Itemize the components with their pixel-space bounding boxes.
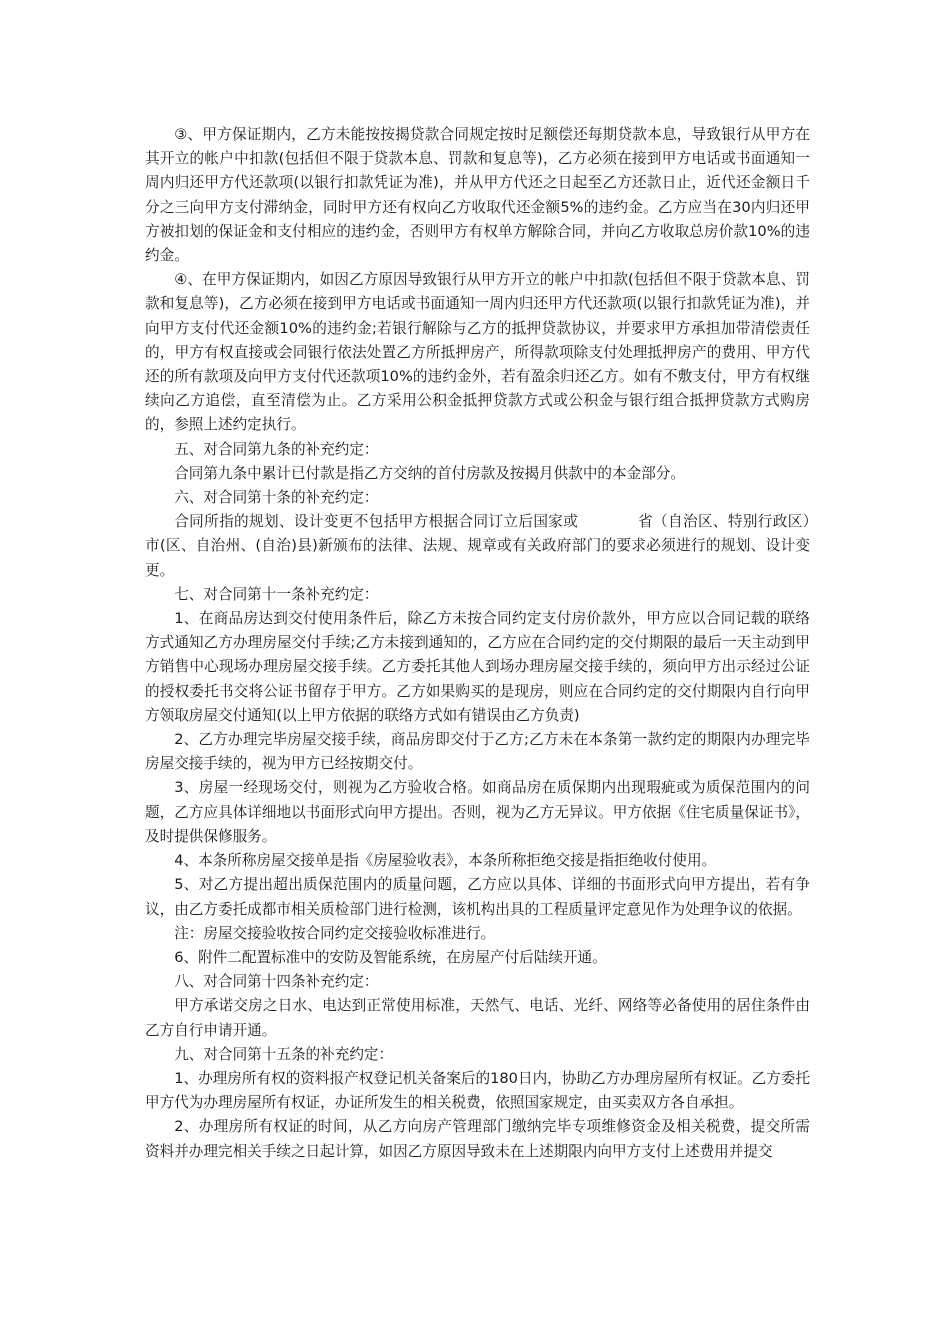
- paragraph-7-note: 注：房屋交接验收按合同约定交接验收标准进行。: [174, 924, 496, 942]
- paragraph-7-4: 4、本条所称房屋交接单是指《房屋验收表》，本条所称拒绝交接是指拒绝收付使用。: [174, 852, 717, 870]
- paragraph-7-1: 1、在商品房达到交付使用条件后，除乙方未按合同约定支付房价款外，甲方应以合同记载的联络方式通知乙方办理房屋交付手续;乙方未接到通知的，乙方应在合同约定的交付期限的最后一天主动到甲方销售中心现场办理房屋交接手续。乙方委托其他人到场办理房屋交接手续的，须向甲方出示经过公证的授权委托书交将公证书留存于甲方。乙方如果购买的是现房，则应在合同约定的交付期限内自行向甲方领取房屋交付通知(以上甲方依据的联络方式如有错误由乙方负责): [145, 610, 810, 724]
- paragraph-7-2: 2、乙方办理完毕房屋交接手续，商品房即交付于乙方;乙方未在本条第一款约定的期限内办理完毕房屋交接手续的，视为甲方已经按期交付。: [145, 731, 810, 773]
- paragraph-section-8: 甲方承诺交房之日水、电达到正常使用标准，天然气、电话、光纤、网络等必备使用的居住条件由乙方自行申请开通。: [145, 997, 810, 1039]
- document-page: [145, 123, 854, 1164]
- paragraph-7-3: 3、房屋一经现场交付，则视为乙方验收合格。如商品房在质保期内出现瑕疵或为质保范围内的问题，乙方应具体详细地以书面形式向甲方提出。否则，视为乙方无异议。甲方依据《住宅质量保证书》，及时提供保修服务。: [145, 779, 810, 845]
- section-heading-6: 六、对合同第十条的补充约定：: [174, 489, 379, 507]
- paragraph-7-6: 6、附件二配置标准中的安防及智能系统，在房屋产付后陆续开通。: [174, 948, 607, 966]
- paragraph-section-6: 合同所指的规划、设计变更不包括甲方根据合同订立后国家或 省（自治区、特别行政区） 市(区、自治州、(自治)县)新颁布的法律、法规、规章或有关政府部门的要求必须进行的规划、设计变更。: [145, 513, 854, 579]
- paragraph-clause-4: ④、在甲方保证期内，如因乙方原因导致银行从甲方开立的帐户中扣款(包括但不限于贷款本息、罚款和复息等)，乙方必须在接到甲方电话或书面通知一周内归还甲方代还款项(以银行扣款凭证为准)，并向甲方支付代还金额10%的违约金;若银行解除与乙方的抵押贷款协议，并要求甲方承担加带清偿责任的，甲方有权直接或会同银行依法处置乙方所抵押房产，所得款项除支付处理抵押房产的费用、甲方代还的所有款项及向甲方支付代还款项10%的违约金外，若有盈余归还乙方。如有不敷支付，甲方有权继续向乙方追偿，直至清偿为止。乙方采用公积金抵押贷款方式或公积金与银行组合抵押贷款方式购房的，参照上述约定执行。: [145, 271, 810, 434]
- paragraph-clause-3: ③、甲方保证期内，乙方未能按按揭贷款合同规定按时足额偿还每期贷款本息，导致银行从甲方在其开立的帐户中扣款(包括但不限于贷款本息、罚款和复息等)，乙方必须在接到甲方电话或书面通知一周内归还甲方代还款项(以银行扣款凭证为准)，并从甲方代还之日起至乙方还款日止，近代还金额日千分之三向甲方支付滞纳金，同时甲方还有权向乙方收取代还金额5%的违约金。乙方应当在30内归还甲方被扣划的保证金和支付相应的违约金，否则甲方有权单方解除合同，并向乙方收取总房价款10%的违约金。: [145, 126, 810, 265]
- paragraph-9-1: 1、办理房所有权的资料报产权登记机关备案后的180日内，协助乙方办理房屋所有权证。乙方委托甲方代为办理房屋所有权证，办证所发生的相关税费，依照国家规定，由买卖双方各自承担。: [145, 1069, 810, 1112]
- section-heading-9: 九、对合同第十五条的补充约定：: [174, 1045, 394, 1063]
- section-heading-8: 八、对合同第十四条补充约定：: [174, 973, 379, 991]
- paragraph-7-5: 5、对乙方提出超出质保范围内的质量问题，乙方应以具体、详细的书面形式向甲方提出，若有争议，由乙方委托成都市相关质检部门进行检测，该机构出具的工程质量评定意见作为处理争议的依据。: [145, 876, 810, 918]
- paragraph-section-5: 合同第九条中累计已付款是指乙方交纳的首付房款及按揭月供款中的本金部分。: [174, 464, 685, 482]
- paragraph-9-2: 2、办理房所有权证的时间，从乙方向房产管理部门缴纳完毕专项维修资金及相关税费，提交所需资料并办理完相关手续之日起计算，如因乙方原因导致未在上述期限内向甲方支付上述费用并提交: [145, 1118, 810, 1160]
- section-heading-7: 七、对合同第十一条补充约定：: [174, 585, 379, 603]
- section-heading-5: 五、对合同第九条的补充约定：: [174, 440, 379, 458]
